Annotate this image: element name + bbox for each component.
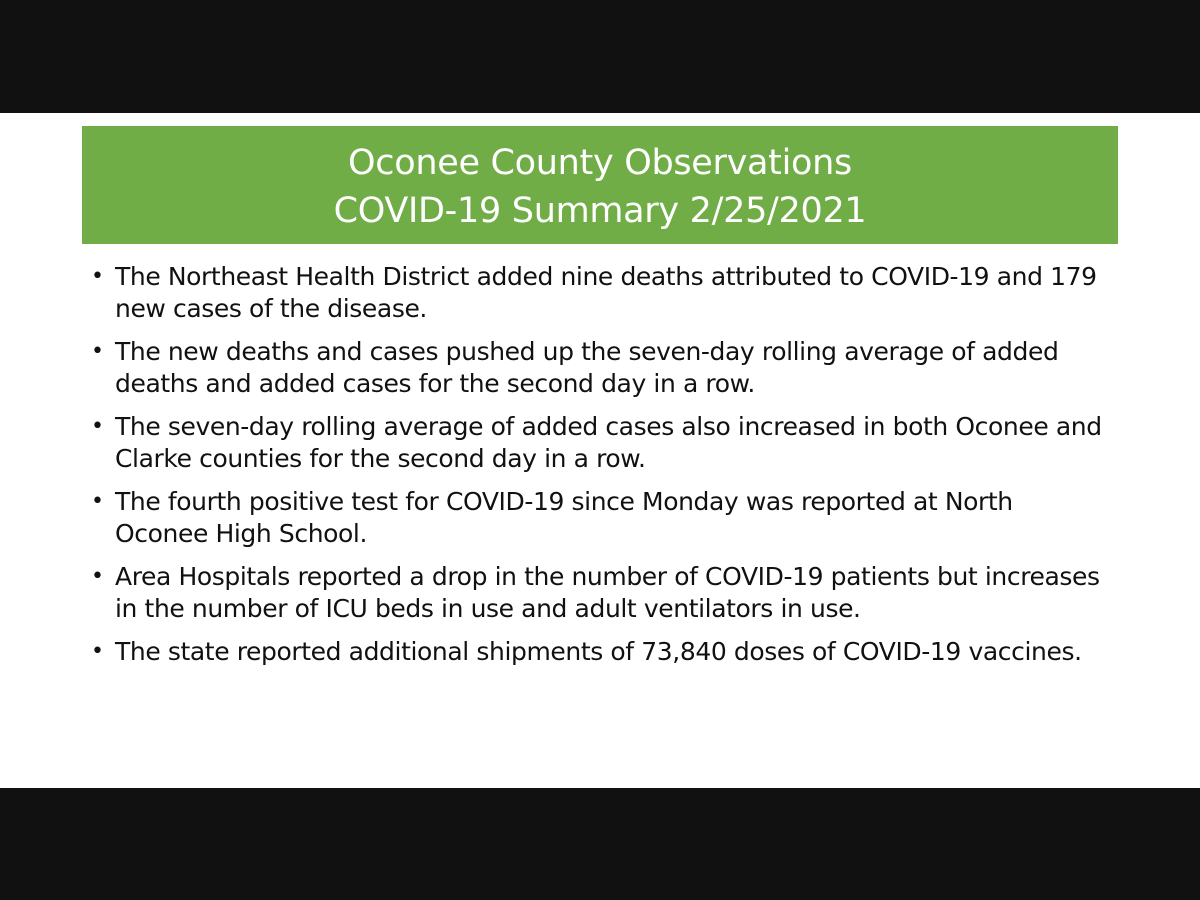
bullet-text: The state reported additional shipments of 73,840 doses of COVID-19 vaccines. [115,637,1082,666]
bullet-list [88,261,1108,679]
bullet-icon: • [91,564,104,589]
title-banner [82,126,1118,244]
bullet-text: The Northeast Health District added nine deaths attributed to COVID-19 and 179 new cases of the disease. [115,262,1097,323]
letterbox-bottom [0,788,1200,900]
bullet-item [88,561,1108,625]
bullet-icon: • [91,264,104,289]
bullet-item [88,636,1108,668]
bullet-item [88,336,1108,400]
bullet-text: The new deaths and cases pushed up the seven-day rolling average of added deaths and added cases for the second day in a row. [115,337,1059,398]
bullet-icon: • [91,639,104,664]
letterbox-top [0,0,1200,113]
slide [0,113,1200,788]
bullet-item [88,486,1108,550]
bullet-text: The seven-day rolling average of added cases also increased in both Oconee and Clarke counties for the second day in a row. [115,412,1102,473]
bullet-icon: • [91,339,104,364]
bullet-text: Area Hospitals reported a drop in the number of COVID-19 patients but increases in the number of ICU beds in use and adult ventilators in use. [115,562,1100,623]
slide-subtitle: COVID-19 Summary 2/25/2021 [333,191,867,231]
bullet-text: The fourth positive test for COVID-19 since Monday was reported at North Oconee High School. [115,487,1013,548]
bullet-icon: • [91,414,104,439]
bullet-item [88,261,1108,325]
slide-title: Oconee County Observations [348,143,852,183]
bullet-item [88,411,1108,475]
bullet-icon: • [91,489,104,514]
